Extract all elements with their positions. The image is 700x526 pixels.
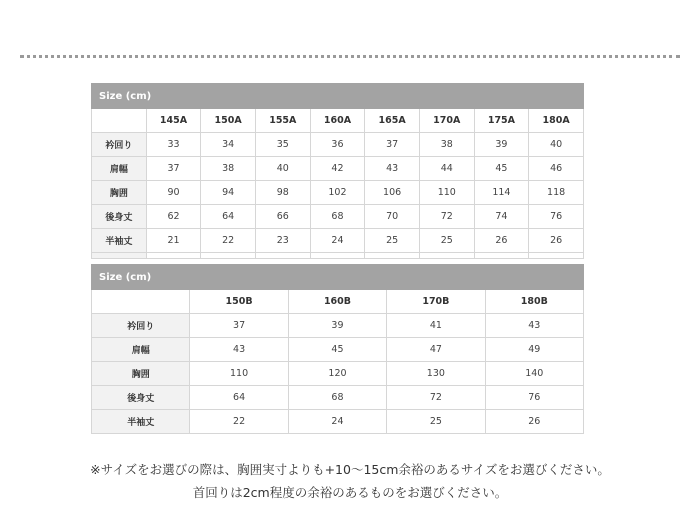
table-caption: Size (cm) [92,84,584,109]
table-cell: 43 [485,314,583,338]
size-header: 150B [190,290,288,314]
table-row [92,314,584,338]
table-cell: 25 [365,229,420,253]
table-cell: 26 [485,410,583,434]
table-cell: 22 [190,410,288,434]
row-label: 半袖丈 [92,410,190,434]
table-cell: 46 [529,157,584,181]
table-cell: 37 [146,157,201,181]
row-label: 胸囲 [92,181,147,205]
size-header: 150A [201,109,256,133]
table-cell: 70 [365,205,420,229]
table-cell: 22 [201,229,256,253]
row-label: 肩幅 [92,157,147,181]
table-cell: 44 [419,157,474,181]
table-cell: 76 [529,205,584,229]
table-row-cutoff [92,253,584,259]
table-cell: 72 [419,205,474,229]
table-row [92,181,584,205]
table-cell: 68 [288,386,386,410]
table-cell: 41 [387,314,485,338]
row-label: 胸囲 [92,362,190,386]
size-header: 180A [529,109,584,133]
table-cell: 34 [201,133,256,157]
table-cell: 120 [288,362,386,386]
size-table-b [91,264,584,434]
table-cell: 140 [485,362,583,386]
table-cell: 102 [310,181,365,205]
table-row [92,229,584,253]
size-note: ※サイズをお選びの際は、胸囲実寸よりも+10〜15cm余裕のあるサイズをお選びください。 [90,462,610,477]
table-row [92,133,584,157]
table-row [92,410,584,434]
table-cell: 40 [529,133,584,157]
table-cell: 94 [201,181,256,205]
table-cell: 76 [485,386,583,410]
table-cell: 40 [255,157,310,181]
dotted-divider [20,55,680,58]
table-row [92,386,584,410]
table-corner [92,109,147,133]
table-cell: 90 [146,181,201,205]
size-table-a [91,83,584,259]
table-cell: 49 [485,338,583,362]
table-cell: 110 [190,362,288,386]
table-cell: 45 [474,157,529,181]
row-label: 衿回り [92,314,190,338]
size-header: 175A [474,109,529,133]
row-label: 肩幅 [92,338,190,362]
table-cell: 25 [419,229,474,253]
table-cell: 39 [474,133,529,157]
table-cell: 23 [255,229,310,253]
table-cell: 64 [190,386,288,410]
row-label: 衿回り [92,133,147,157]
table-cell: 38 [419,133,474,157]
size-header: 165A [365,109,420,133]
table-cell: 47 [387,338,485,362]
row-label: 半袖丈 [92,229,147,253]
table-cell: 64 [201,205,256,229]
table-corner [92,290,190,314]
table-cell: 35 [255,133,310,157]
table-cell: 118 [529,181,584,205]
size-header: 155A [255,109,310,133]
table-cell: 37 [365,133,420,157]
size-header: 180B [485,290,583,314]
table-cell: 62 [146,205,201,229]
table-row [92,362,584,386]
table-cell: 36 [310,133,365,157]
table-cell: 106 [365,181,420,205]
size-header: 170B [387,290,485,314]
table-cell: 24 [310,229,365,253]
size-header: 160A [310,109,365,133]
table-cell: 43 [365,157,420,181]
table-cell: 114 [474,181,529,205]
table-caption: Size (cm) [92,265,584,290]
table-cell: 33 [146,133,201,157]
table-cell: 72 [387,386,485,410]
table-row [92,205,584,229]
table-cell: 74 [474,205,529,229]
table-cell: 39 [288,314,386,338]
size-header: 160B [288,290,386,314]
table-row [92,157,584,181]
table-cell: 98 [255,181,310,205]
table-cell: 130 [387,362,485,386]
table-cell: 38 [201,157,256,181]
row-label: 後身丈 [92,205,147,229]
table-cell: 25 [387,410,485,434]
table-cell: 45 [288,338,386,362]
table-cell: 21 [146,229,201,253]
table-cell: 26 [529,229,584,253]
table-cell: 24 [288,410,386,434]
size-header: 145A [146,109,201,133]
size-header: 170A [419,109,474,133]
table-row [92,338,584,362]
table-cell: 110 [419,181,474,205]
table-cell: 66 [255,205,310,229]
table-cell: 42 [310,157,365,181]
table-cell: 37 [190,314,288,338]
row-label: 後身丈 [92,386,190,410]
table-cell: 68 [310,205,365,229]
neck-note: 首回りは2cm程度の余裕のあるものをお選びください。 [192,485,508,500]
table-cell: 43 [190,338,288,362]
table-cell: 26 [474,229,529,253]
